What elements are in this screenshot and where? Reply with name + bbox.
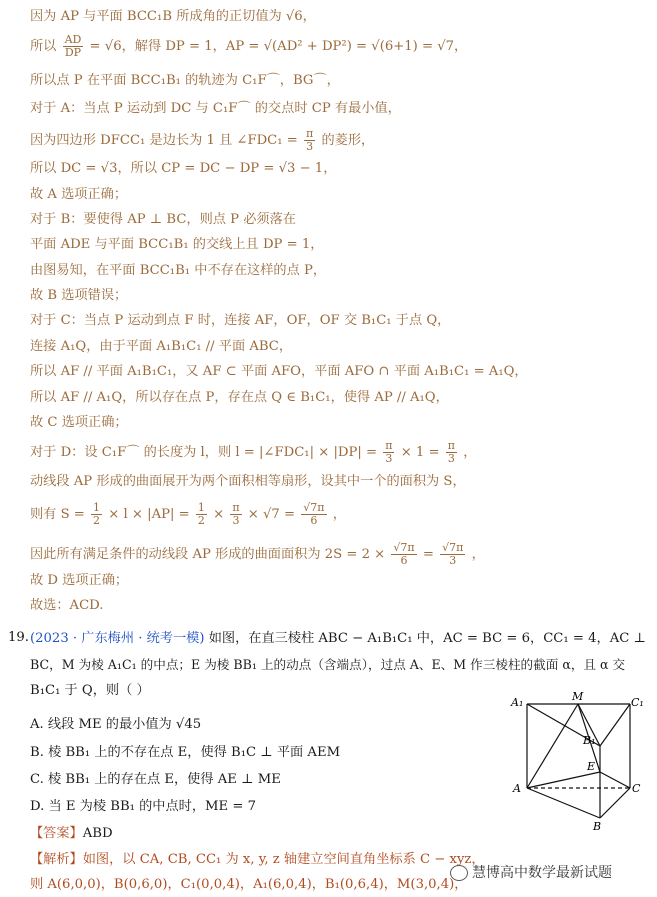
label-E: E <box>587 760 596 773</box>
question-stem-2: BC，M 为棱 A₁C₁ 的中点；E 为棱 BB₁ 上的动点（含端点），过点 A、E、M 作三棱柱的截面 α，且 α 交 <box>30 657 626 672</box>
option-d: D. 当 E 为棱 BB₁ 的中点时，ME = 7 <box>30 799 257 814</box>
solution-line-7: 故 A 选项正确； <box>30 187 128 202</box>
solution-line-19: 则有 S = $\frac{1}{2}$ × l × |AP| = $\frac{1}{2}$ × $\frac{\pi}{3}$ × √7 = $\frac{√7\pi}{6}$ ， <box>30 501 346 527</box>
solution-line-21: 故 D 选项正确； <box>30 573 129 588</box>
solution-line-2: 所以 $\frac{AD}{DP}$ = √6，解得 DP = 1，AP = √(AD² + DP²) = √(6+1) = √7， <box>30 33 468 59</box>
question-stem-1: (2023 · 广东梅州 · 统考一模) 如图，在直三棱柱 ABC − A₁B₁C₁ 中，AC = BC = 6，CC₁ = 4，AC ⊥ <box>30 631 646 646</box>
label-B1: B₁ <box>583 734 596 747</box>
question-number: 19. <box>8 630 29 645</box>
solution-line-3: 所以点 P 在平面 BCC₁B₁ 的轨迹为 C₁F⌒，BG⌒， <box>30 73 340 88</box>
solution-line-20: 因此所有满足条件的动线段 AP 形成的曲面面积为 2S = 2 × $\frac{√7\pi}{6}$ = $\frac{√7\pi}{3}$ ， <box>30 541 485 567</box>
solution-line-10: 由图易知，在平面 BCC₁B₁ 中不存在这样的点 P， <box>30 263 327 278</box>
watermark: 慧博高中数学最新试题 <box>450 862 612 882</box>
solution-line-11: 故 B 选项错误； <box>30 288 128 303</box>
wechat-icon <box>450 865 468 881</box>
solution-line-13: 连接 A₁Q，由于平面 A₁B₁C₁ // 平面 ABC， <box>30 339 293 354</box>
label-B: B <box>593 820 602 830</box>
prism-figure <box>505 690 645 830</box>
label-C1: C₁ <box>631 696 644 709</box>
solution-line-15: 所以 AF // A₁Q，所以存在点 P，存在点 Q ∈ B₁C₁，使得 AP // A₁Q， <box>30 390 449 405</box>
solution-line-4: 对于 A：当点 P 运动到 DC 与 C₁F⌒ 的交点时 CP 有最小值， <box>30 101 401 116</box>
label-A: A <box>513 782 521 795</box>
solution-line-18: 动线段 AP 形成的曲面展开为两个面积相等扇形，设其中一个的面积为 S， <box>30 474 466 489</box>
solution-line-6: 所以 DC = √3，所以 CP = DC − DP = √3 − 1， <box>30 161 337 176</box>
answer-line: 【答案】ABD <box>30 826 113 841</box>
option-a: A. 线段 ME 的最小值为 √45 <box>30 717 202 732</box>
solution-line-12: 对于 C：当点 P 运动到点 F 时，连接 AF，OF，OF 交 B₁C₁ 于点 Q， <box>30 313 451 328</box>
option-c: C. 棱 BB₁ 上的存在点 E，使得 AE ⊥ ME <box>30 772 281 787</box>
label-M: M <box>572 690 584 703</box>
solution-line-9: 平面 ADE 与平面 BCC₁B₁ 的交线上且 DP = 1， <box>30 237 324 252</box>
question-source: (2023 · 广东梅州 · 统考一模) <box>30 631 205 646</box>
solution-line-5: 因为四边形 DFCC₁ 是边长为 1 且 ∠FDC₁ = $\frac{\pi}{3}$ 的菱形， <box>30 127 375 153</box>
label-C: C <box>632 782 641 795</box>
option-b: B. 棱 BB₁ 上的不存在点 E，使得 B₁C ⊥ 平面 AEM <box>30 745 341 760</box>
label-A1: A₁ <box>511 696 524 709</box>
solution-line-14: 所以 AF // 平面 A₁B₁C₁，又 AF ⊂ 平面 AFO，平面 AFO ∩ 平面 A₁B₁C₁ = A₁Q， <box>30 364 528 379</box>
solution-line-1: 因为 AP 与平面 BCC₁B 所成角的正切值为 √6， <box>30 9 316 24</box>
fraction: $\frac{AD}{DP}$ <box>64 33 82 59</box>
analysis-line-1: 【解析】如图，以 CA, CB, CC₁ 为 x, y, z 轴建立空间直角坐标系 C − xyz， <box>30 852 485 867</box>
solution-line-17: 对于 D：设 C₁F⌒ 的长度为 l，则 l = |∠FDC₁| × |DP| = $\frac{\pi}{3}$ × 1 = $\frac{\pi}{3}$ ， <box>30 439 477 465</box>
solution-line-16: 故 C 选项正确； <box>30 415 128 430</box>
question-stem-3: B₁C₁ 于 Q，则（ ） <box>30 683 150 698</box>
solution-line-8: 对于 B：要使得 AP ⊥ BC，则点 P 必须落在 <box>30 212 296 227</box>
solution-line-22: 故选：ACD. <box>30 598 104 613</box>
analysis-line-2: 则 A(6,0,0)，B(0,6,0)，C₁(0,0,4)，A₁(6,0,4)，B₁(0,6,4)，M(3,0,4)， <box>30 877 468 892</box>
